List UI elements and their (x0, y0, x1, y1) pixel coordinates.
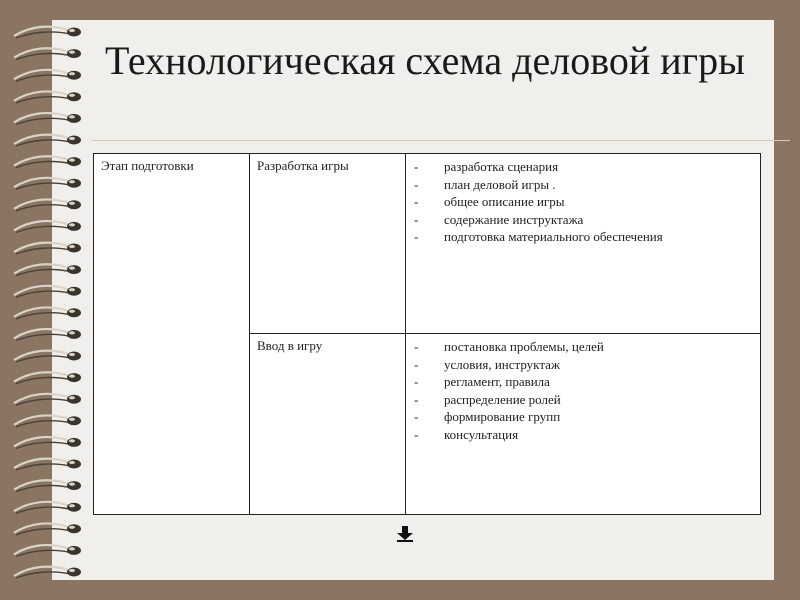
list-item-text: формирование групп (444, 409, 561, 425)
spiral-ring (14, 48, 81, 59)
spiral-ring (14, 286, 81, 297)
spiral-ring (14, 199, 81, 210)
stage-cell (93, 153, 250, 515)
slide-title: Технологическая схема деловой игры (105, 38, 745, 83)
row-label: Разработка игры (257, 158, 349, 173)
list-item-text: постановка проблемы, целей (444, 339, 604, 354)
bullet-dash: - (414, 194, 419, 210)
list-item (414, 356, 604, 374)
row-label-cell (249, 333, 406, 515)
list-item (414, 158, 663, 176)
list-item (414, 176, 663, 194)
spiral-ring (14, 567, 81, 578)
list-item-text: разработка сценария (444, 159, 559, 174)
bullet-dash: - (414, 159, 419, 174)
spiral-binding (0, 0, 100, 600)
bullet-dash: - (414, 229, 419, 245)
spiral-ring (14, 459, 81, 470)
spiral-ring (14, 91, 81, 102)
list-item-text: содержание инструктажа (444, 211, 584, 227)
spiral-ring (14, 27, 81, 38)
title-divider (92, 140, 790, 141)
bullet-dash: - (414, 391, 419, 407)
spiral-ring (14, 502, 81, 513)
spiral-ring (14, 156, 81, 167)
spiral-ring (14, 307, 81, 318)
list-item (414, 193, 663, 211)
stage-label: Этап подготовки (101, 158, 194, 173)
spiral-ring (14, 113, 81, 124)
task-list (414, 338, 604, 444)
spiral-ring (14, 178, 81, 189)
row-label-cell (249, 153, 406, 334)
list-item-text: регламент, правила (444, 374, 550, 390)
spiral-ring (14, 329, 81, 340)
list-item (414, 338, 604, 356)
spiral-ring (14, 480, 81, 491)
list-item-text: общее описание игры (444, 194, 565, 210)
list-item-text: распределение ролей (444, 391, 561, 407)
spiral-ring (14, 70, 81, 81)
list-item (414, 391, 604, 409)
spiral-ring (14, 243, 81, 254)
list-item-text: условия, инструктаж (444, 356, 560, 372)
spiral-ring (14, 372, 81, 383)
bullet-dash: - (414, 356, 419, 372)
spiral-ring (14, 221, 81, 232)
down-arrow-icon[interactable] (395, 526, 415, 542)
bullet-dash: - (414, 211, 419, 227)
list-item-text: консультация (444, 426, 519, 442)
list-item (414, 426, 604, 444)
row-items-cell (405, 333, 761, 515)
bullet-dash: - (414, 339, 419, 354)
bullet-dash: - (414, 176, 419, 192)
row-items-cell (405, 153, 761, 334)
task-list (414, 158, 663, 246)
spiral-ring (14, 437, 81, 448)
bullet-dash: - (414, 374, 419, 390)
list-item (414, 228, 663, 246)
spiral-ring (14, 545, 81, 556)
list-item (414, 211, 663, 229)
bullet-dash: - (414, 426, 419, 442)
spiral-ring (14, 351, 81, 362)
list-item (414, 408, 604, 426)
spiral-ring (14, 264, 81, 275)
spiral-ring (14, 135, 81, 146)
bullet-dash: - (414, 409, 419, 425)
row-label: Ввод в игру (257, 338, 323, 353)
spiral-ring (14, 523, 81, 534)
list-item-text: подготовка материального обеспечения (444, 229, 663, 245)
spiral-ring (14, 394, 81, 405)
list-item (414, 373, 604, 391)
list-item-text: план деловой игры . (444, 176, 556, 192)
spiral-ring (14, 415, 81, 426)
